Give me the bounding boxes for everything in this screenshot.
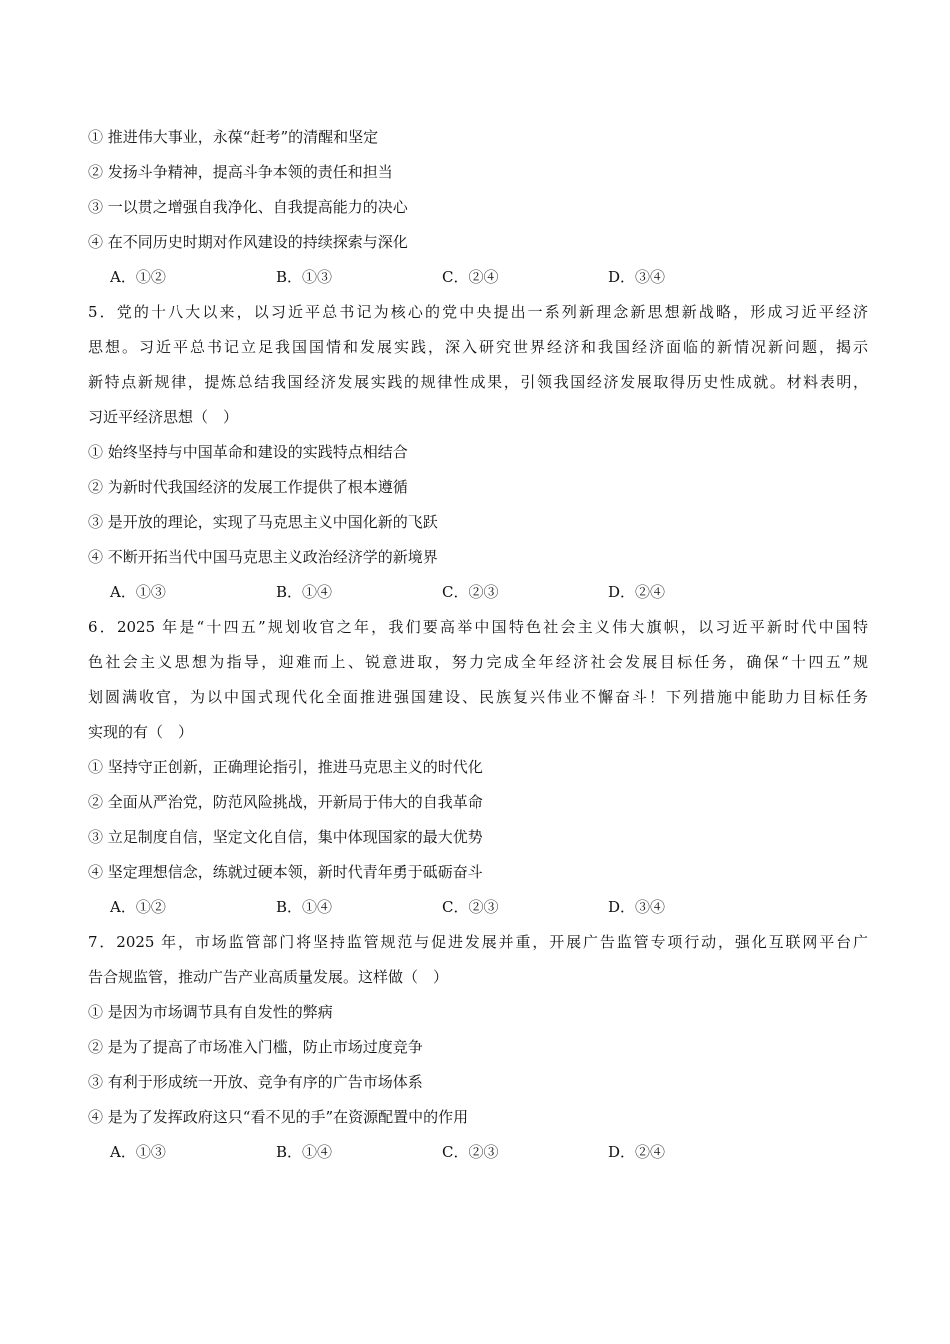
question-4-tail (88, 120, 868, 295)
question-stem-line: 色社会主义思想为指导，迎难而上、锐意进取，努力完成全年经济社会发展目标任务，确保“十四五”规 (88, 653, 868, 671)
question-stem-line: 习近平经济思想（ ） (88, 408, 239, 426)
option-1: ① 始终坚持与中国革命和建设的实践特点相结合 (88, 443, 408, 461)
answer-choices (88, 260, 868, 295)
question-list (88, 120, 868, 1170)
question-stem-line: 6．2025 年是“十四五”规划收官之年，我们要高举中国特色社会主义伟大旗帜，以习近平新时代中国特 (88, 618, 868, 636)
option-2: ② 是为了提高了市场准入门槛，防止市场过度竞争 (88, 1038, 423, 1056)
option-3: ③ 有利于形成统一开放、竞争有序的广告市场体系 (88, 1073, 423, 1091)
choice-b: B．①④ (276, 1143, 333, 1161)
question-7 (88, 925, 868, 1170)
choice-d: D．③④ (608, 898, 666, 916)
choice-d: D．③④ (608, 268, 666, 286)
question-stem-line: 思想。习近平总书记立足我国国情和发展实践，深入研究世界经济和我国经济面临的新情况新问题，揭示 (88, 338, 868, 356)
choice-c: C．②③ (442, 898, 499, 916)
question-stem-line: 划圆满收官，为以中国式现代化全面推进强国建设、民族复兴伟业不懈奋斗！下列措施中能助力目标任务 (88, 688, 868, 706)
choice-c: C．②④ (442, 268, 499, 286)
choice-d: D．②④ (608, 583, 666, 601)
option-3: ③ 一以贯之增强自我净化、自我提高能力的决心 (88, 198, 408, 216)
option-1: ① 推进伟大事业，永葆“赶考”的清醒和坚定 (88, 128, 379, 146)
answer-choices (88, 1135, 868, 1170)
choice-b: B．①③ (276, 268, 333, 286)
choice-a: A．①③ (110, 583, 166, 601)
choice-a: A．①② (110, 268, 166, 286)
option-1: ① 是因为市场调节具有自发性的弊病 (88, 1003, 333, 1021)
question-stem-line: 5．党的十八大以来，以习近平总书记为核心的党中央提出一系列新理念新思想新战略，形成习近平经济 (88, 303, 868, 321)
choice-b: B．①④ (276, 583, 333, 601)
option-4: ④ 是为了发挥政府这只“看不见的手”在资源配置中的作用 (88, 1108, 469, 1126)
choice-c: C．②③ (442, 1143, 499, 1161)
choice-a: A．①③ (110, 1143, 166, 1161)
question-5 (88, 295, 868, 610)
choice-d: D．②④ (608, 1143, 666, 1161)
question-stem-line: 实现的有（ ） (88, 723, 194, 741)
option-4: ④ 坚定理想信念，练就过硬本领，新时代青年勇于砥砺奋斗 (88, 863, 483, 881)
answer-choices (88, 890, 868, 925)
question-stem-line: 新特点新规律，提炼总结我国经济发展实践的规律性成果，引领我国经济发展取得历史性成就。材料表明， (88, 373, 868, 391)
choice-b: B．①④ (276, 898, 333, 916)
option-3: ③ 是开放的理论，实现了马克思主义中国化新的飞跃 (88, 513, 438, 531)
option-3: ③ 立足制度自信，坚定文化自信，集中体现国家的最大优势 (88, 828, 483, 846)
option-4: ④ 不断开拓当代中国马克思主义政治经济学的新境界 (88, 548, 438, 566)
option-4: ④ 在不同历史时期对作风建设的持续探索与深化 (88, 233, 408, 251)
question-stem-line: 7．2025 年，市场监管部门将坚持监管规范与促进发展并重，开展广告监管专项行动，强化互联网平台广 (88, 933, 868, 951)
option-2: ② 全面从严治党，防范风险挑战，开新局于伟大的自我革命 (88, 793, 483, 811)
option-2: ② 为新时代我国经济的发展工作提供了根本遵循 (88, 478, 408, 496)
answer-choices (88, 575, 868, 610)
question-stem-line: 告合规监管，推动广告产业高质量发展。这样做（ ） (88, 968, 449, 986)
option-1: ① 坚持守正创新，正确理论指引，推进马克思主义的时代化 (88, 758, 483, 776)
choice-a: A．①② (110, 898, 166, 916)
question-6 (88, 610, 868, 925)
choice-c: C．②③ (442, 583, 499, 601)
option-2: ② 发扬斗争精神，提高斗争本领的责任和担当 (88, 163, 393, 181)
